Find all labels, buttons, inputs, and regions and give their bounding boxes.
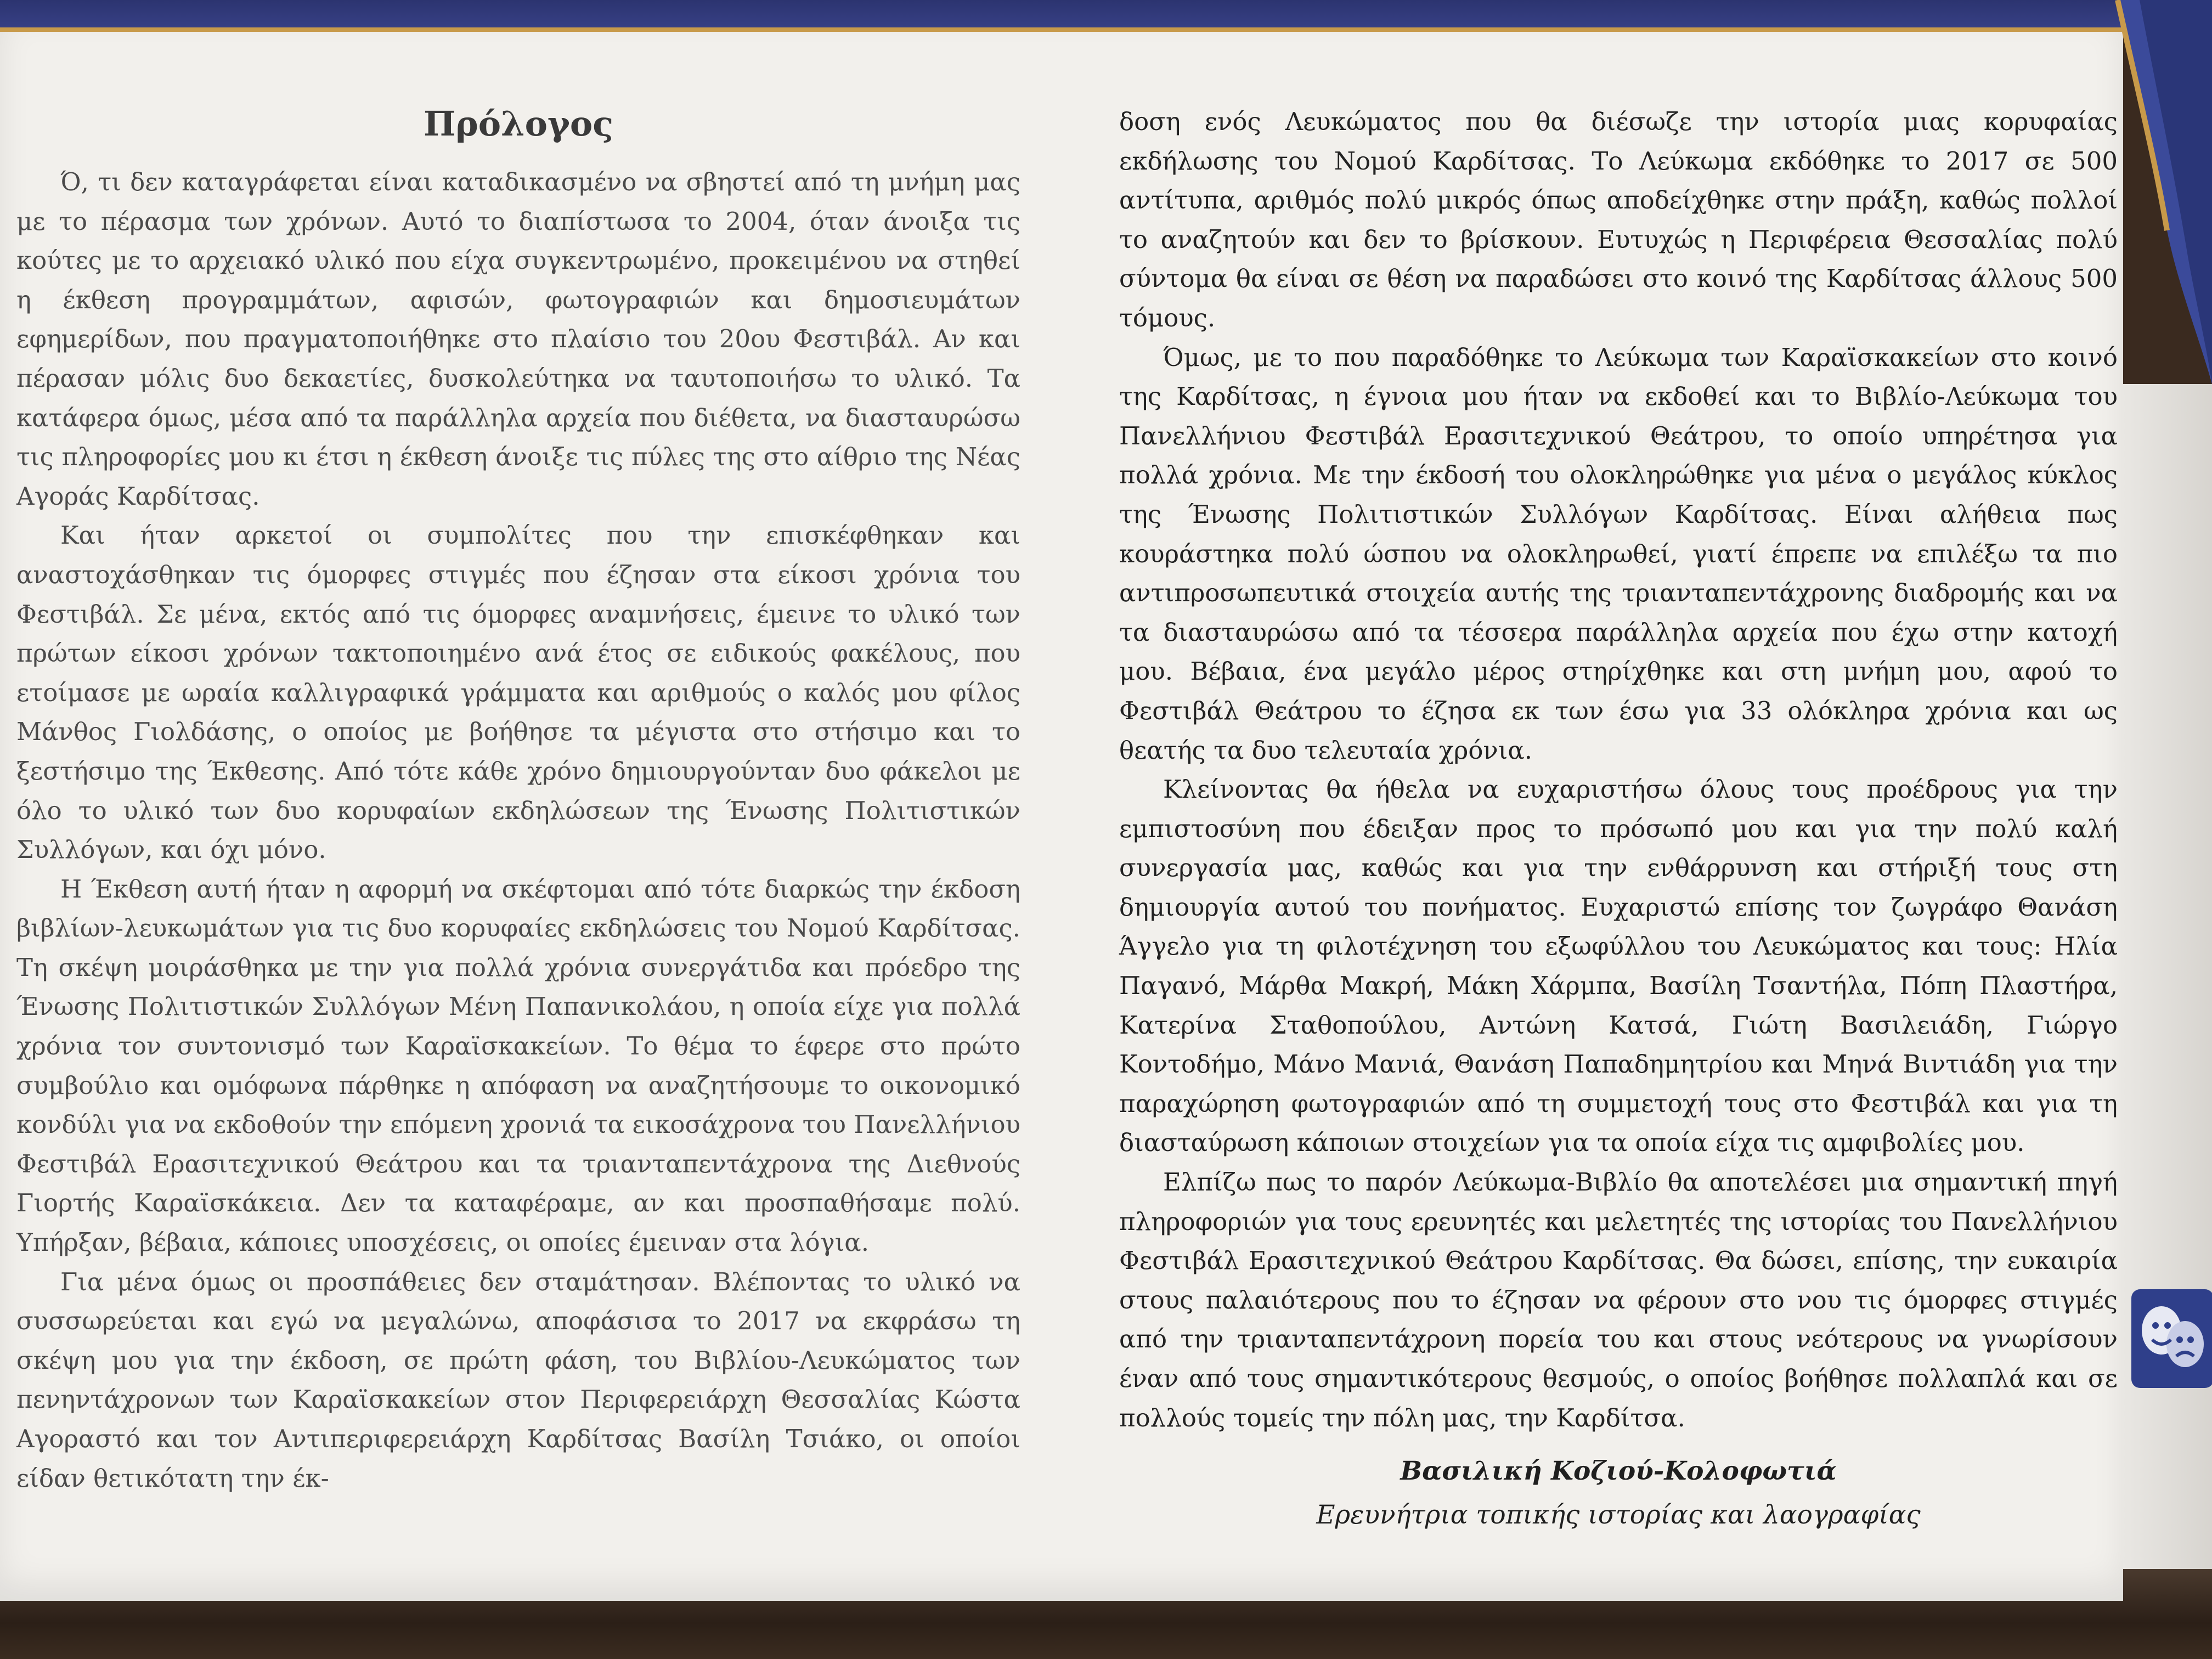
paragraph: δοση ενός Λευκώματος που θα διέσωζε την ιστορία μιας κορυφαίας εκδήλωσης του Νομού Καρδίτσας. Το Λεύκωμα εκδόθηκε το 2017 σε 500 αντίτυπα, αριθμός πολύ μικρός όπως αποδείχθηκε στην πράξη, καθώς πολλοί το αναζητούν και δεν το βρίσκουν. Ευτυχώς η Περιφέρεια Θεσσαλίας πολύ σύντομα θα είναι σε θέση να παραδώσει στο κοινό της Καρδίτσας άλλους 500 τόμους. <box>1119 107 2118 332</box>
right-column <box>1119 102 2118 1537</box>
left-column <box>16 102 1020 1498</box>
paragraph: Κλείνοντας θα ήθελα να ευχαριστήσω όλους τους προέδρους για την εμπιστοσύνη που έδειξαν προς το πρόσωπό μου και για την πολύ καλή συνεργασία μας, καθώς και για την ενθάρρυνση και στήριξή τους στη δημιουργία αυτού του πονήματος. Ευχαριστώ επίσης τον ζωγράφο Θανάση Άγγελο για τη φιλοτέχνηση του εξωφύλλου του Λευκώματος και τους: Ηλία Παγανό, Μάρθα Μακρή, Μάκη Χάρμπα, Βασίλη Τσαντήλα, Πόπη Πλαστήρα, Κατερίνα Σταθοπούλου, Αντώνη Κατσά, Γιώτη Βασιλειάδη, Γιώργο Κοντοδήμο, Μάνο Μανιά, Θανάση Παπαδημητρίου και Μηνά Βιντιάδη για την παραχώρηση φωτογραφιών από τη συμμετοχή τους στο Φεστιβάλ και για τη διασταύρωση κάποιων στοιχείων για τα οποία είχα τις αμφιβολίες μου. <box>1119 775 2118 1158</box>
paragraph: Η Έκθεση αυτή ήταν η αφορμή να σκέφτομαι από τότε διαρκώς την έκδοση βιβλίων-λευκωμάτων για τις δυο κορυφαίες εκδηλώσεις του Νομού Καρδίτσας. Τη σκέψη μοιράσθηκα με την για πολλά χρόνια συνεργάτιδα και πρόεδρο της Ένωσης Πολιτιστικών Συλλόγων Μένη Παπανικολάου, η οποία είχε για πολλά χρόνια τον συντονισμό των Καραϊσκακείων. Το θέμα το έφερε στο πρώτο συμβούλιο και ομόφωνα πάρθηκε η απόφαση να αναζητήσουμε το οικονομικό κονδύλι για να εκδοθούν την επόμενη χρονιά τα εικοσάχρονα του Πανελλήνιου Φεστιβάλ Ερασιτεχνικού Θεάτρου και τα τριανταπεντάχρονα της Διεθνούς Γιορτής Καραϊσκάκεια. Δεν τα καταφέραμε, αν και προσπαθήσαμε πολύ. Υπήρξαν, βέβαια, κάποιες υποσχέσεις, οι οποίες έμειναν στα λόγια. <box>16 874 1020 1257</box>
author-name: Βασιλική Κοζιού-Κολοφωτιά <box>1400 1456 1837 1487</box>
theater-curtain-icon <box>2096 0 2212 384</box>
book-page <box>0 32 2123 1601</box>
signature-block <box>1119 1449 2118 1537</box>
paragraph: Και ήταν αρκετοί οι συμπολίτες που την επισκέφθηκαν και αναστοχάσθηκαν τις όμορφες στιγμές που έζησαν στα είκοσι χρόνια του Φεστιβάλ. Σε μένα, εκτός από τις όμορφες αναμνήσεις, έμεινε το υλικό των πρώτων είκοσι χρόνων τακτοποιημένο ανά έτος σε ειδικούς φακέλους, που ετοίμασε με ωραία καλλιγραφικά γράμματα και αριθμούς ο καλός μου φίλος Μάνθος Γιολδάσης, ο οποίος με βοήθησε τα μέγιστα στο στήσιμο και το ξεστήσιμο της Έκθεσης. Από τότε κάθε χρόνο δημιουργούνταν δυο φάκελοι με όλο το υλικό των δυο κορυφαίων εκδηλώσεων της Ένωσης Πολιτιστικών Συλλόγων, και όχι μόνο. <box>16 521 1020 865</box>
page-edge-strip <box>2123 384 2212 1569</box>
paragraph: Όμως, με το που παραδόθηκε το Λεύκωμα των Καραϊσκακείων στο κοινό της Καρδίτσας, η έγνοια μου ήταν να εκδοθεί και το Βιβλίο-Λεύκωμα του Πανελλήνιου Φεστιβάλ Ερασιτεχνικού Θεάτρου, το οποίο υπηρέτησα για πολλά χρόνια. Με την έκδοσή του ολοκληρώθηκε για μένα ο μεγάλος κύκλος της Ένωσης Πολιτιστικών Συλλόγων Καρδίτσας. Είναι αλήθεια πως κουράστηκα πολύ ώσπου να ολοκληρωθεί, γιατί έπρεπε να επιλέξω τα πιο αντιπροσωπευτικά στοιχεία αυτής της τριανταπεντάχρονης διαδρομής και να τα διασταυρώσω από τα τέσσερα παράλληλα αρχεία που έχω στην κατοχή μου. Βέβαια, ένα μεγάλο μέρος στηρίχθηκε και στη μνήμη μου, αφού το Φεστιβάλ Θεάτρου το έζησα εκ των έσω για 33 ολόκληρα χρόνια και ως θεατής τα δυο τελευταία χρόνια. <box>1119 342 2118 765</box>
paragraph: Ό, τι δεν καταγράφεται είναι καταδικασμένο να σβηστεί από τη μνήμη μας με το πέρασμα των χρόνων. Αυτό το διαπίστωσα το 2004, όταν άνοιξα τις κούτες με το αρχειακό υλικό που είχα συγκεντρωμένο, προκειμένου να στηθεί η έκθεση προγραμμάτων, αφισών, φωτογραφιών και δημοσιευμάτων εφημερίδων, που πραγματοποιήθηκε στο πλαίσιο του 20ου Φεστιβάλ. Αν και πέρασαν μόλις δυο δεκαετίες, δυσκολεύτηκα να ταυτοποιήσω το υλικό. Τα κατάφερα όμως, μέσα από τα παράλληλα αρχεία που διέθετα, να διασταυρώσω τις πληροφορίες μου κι έτσι η έκθεση άνοιξε τις πύλες της στο αίθριο της Νέας Αγοράς Καρδίτσας. <box>16 167 1020 511</box>
page-title: Πρόλογος <box>424 104 613 144</box>
author-role: Ερευνήτρια τοπικής ιστορίας και λαογραφίας <box>1316 1500 1921 1531</box>
paragraph: Ελπίζω πως το παρόν Λεύκωμα-Βιβλίο θα αποτελέσει μια σημαντική πηγή πληροφοριών για τους ερευνητές και μελετητές της ιστορίας του Πανελλήνιου Φεστιβάλ Ερασιτεχνικού Θεάτρου Καρδίτσας. Θα δώσει, επίσης, την ευκαιρία στους παλαιότερους που το έζησαν να φέρουν στο νου τις όμορφες στιγμές από την τριανταπεντάχρονη πορεία του και στους νεότερους να γνωρίσουν έναν από τους σημαντικότερους θεσμούς, ο οποίος βοήθησε πολλαπλά και σε πολλούς τομείς την πόλη μας, την Καρδίτσα. <box>1119 1167 2118 1432</box>
theater-masks-icon <box>2131 1289 2212 1388</box>
paragraph: Για μένα όμως οι προσπάθειες δεν σταμάτησαν. Βλέποντας το υλικό να συσσωρεύεται και εγώ να μεγαλώνω, αποφάσισα το 2017 να εκφράσω τη σκέψη μου για την έκδοση, σε πρώτη φάση, του Βιβλίου-Λευκώματος των πενηντάχρονων των Καραϊσκακείων στον Περιφερειάρχη Θεσσαλίας Κώστα Αγοραστό και τον Αντιπεριφερειάρχη Καρδίτσας Βασίλη Τσιάκο, οι οποίοι είδαν θετικότατη την έκ- <box>16 1267 1020 1493</box>
